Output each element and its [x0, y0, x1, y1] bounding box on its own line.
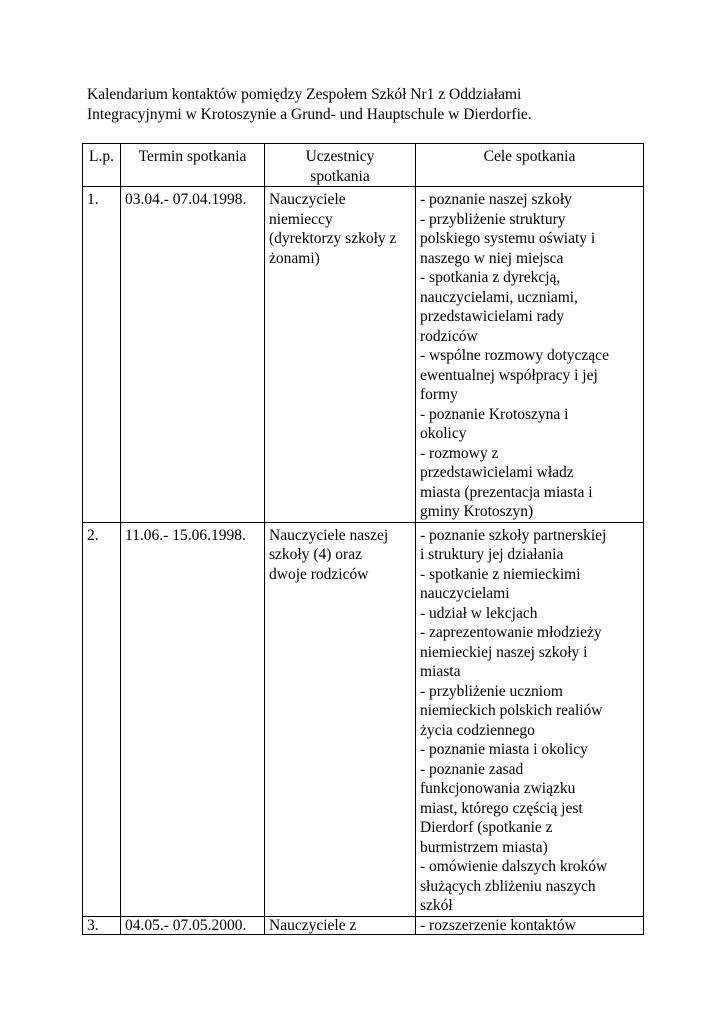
goal-line: nauczycielami	[420, 585, 510, 602]
goal-line: ewentualnej współpracy i jej	[420, 366, 598, 384]
header-term: Termin spotkania	[121, 144, 265, 187]
goal-line: - przybliżenie struktury	[420, 210, 566, 228]
goal-line: Dierdorf (spotkanie z	[420, 819, 553, 836]
participants-line: (dyrektorzy szkoły z	[269, 230, 397, 247]
goal-line: - udział w lekcjach	[420, 604, 538, 622]
table-header-row	[83, 144, 644, 187]
goal-line: miasta (prezentacja miasta i	[420, 483, 593, 501]
goal-line: - rozmowy z	[420, 444, 499, 462]
goal-line: - poznanie miasta i okolicy	[420, 741, 588, 758]
goal-line: miast, którego częścią jest	[420, 799, 583, 817]
goal-line: okolicy	[420, 425, 467, 442]
participants-line: niemieccy	[269, 210, 333, 228]
goal-line: - poznanie Krotoszyna i	[420, 405, 569, 423]
cell-lp: 3.	[83, 916, 121, 934]
goal-line: służących zbliżeniu naszych	[420, 877, 596, 895]
goal-line: przedstawicielami władz	[420, 464, 574, 481]
goal-line: - wspólne rozmowy dotyczące	[420, 347, 609, 364]
cell-participants	[265, 187, 416, 523]
goal-line: gminy Krotoszyn)	[420, 503, 534, 520]
goal-line: szkół	[420, 897, 453, 914]
cell-term: 03.04.- 07.04.1998.	[121, 187, 265, 523]
goal-line: niemieckich polskich realiów	[420, 702, 603, 719]
cell-lp: 1.	[83, 187, 121, 523]
goal-line: nauczycielami, uczniami,	[420, 288, 578, 306]
goal-line: funkcjonowania związku	[420, 780, 576, 797]
participants-line: Nauczyciele z	[269, 916, 357, 934]
goal-line: przedstawicielami rady	[420, 308, 565, 325]
goal-line: - poznanie szkoły partnerskiej	[420, 526, 607, 544]
cell-term: 11.06.- 15.06.1998.	[121, 522, 265, 916]
goal-line: - poznanie naszej szkoły	[420, 191, 572, 208]
cell-participants	[265, 916, 416, 934]
header-participants-line: spotkania	[310, 167, 370, 185]
cell-goals	[416, 522, 644, 916]
goal-line: - spotkania z dyrekcją,	[420, 269, 561, 286]
goal-line: - rozszerzenie kontaktów	[420, 916, 576, 934]
goal-line: i struktury jej działania	[420, 546, 564, 563]
goal-line: burmistrzem miasta)	[420, 838, 548, 856]
goal-line: - omówienie dalszych kroków	[420, 858, 608, 875]
goal-line: - poznanie zasad	[420, 760, 524, 778]
header-lp: L.p.	[83, 144, 121, 187]
cell-term: 04.05.- 07.05.2000.	[121, 916, 265, 934]
cell-goals	[416, 187, 644, 523]
goal-line: niemieckiej naszej szkoły i	[420, 643, 588, 661]
goal-line: rodziców	[420, 327, 478, 345]
title-line: Integracyjnymi w Krotoszynie a Grund- und Hauptschule w Dierdorfie.	[87, 105, 532, 123]
participants-line: szkoły (4) oraz	[269, 546, 362, 563]
participants-line: żonami)	[269, 249, 320, 267]
header-participants-line: Uczestnicy	[305, 148, 375, 165]
table-row	[83, 916, 644, 934]
goal-line: życia codziennego	[420, 721, 535, 739]
cell-lp: 2.	[83, 522, 121, 916]
participants-line: Nauczyciele	[269, 191, 346, 208]
goal-line: - zaprezentowanie młodzieży	[420, 624, 602, 641]
goal-line: - spotkanie z niemieckimi	[420, 565, 581, 583]
title-line: Kalendarium kontaktów pomiędzy Zespołem Szkół Nr1 z Oddziałami	[87, 86, 522, 103]
goal-line: formy	[420, 386, 458, 403]
goal-line: - przybliżenie uczniom	[420, 682, 563, 700]
cell-participants	[265, 522, 416, 916]
goal-line: naszego w niej miejsca	[420, 249, 564, 267]
goal-line: miasta	[420, 663, 461, 680]
goal-line: polskiego systemu oświaty i	[420, 230, 596, 247]
table-row	[83, 187, 644, 523]
document-title	[87, 85, 687, 124]
participants-line: Nauczyciele naszej	[269, 526, 389, 544]
cell-goals	[416, 916, 644, 934]
header-participants	[265, 144, 416, 187]
participants-line: dwoje rodziców	[269, 565, 369, 583]
header-goals: Cele spotkania	[416, 144, 644, 187]
table-row	[83, 522, 644, 916]
contacts-table	[82, 143, 644, 935]
